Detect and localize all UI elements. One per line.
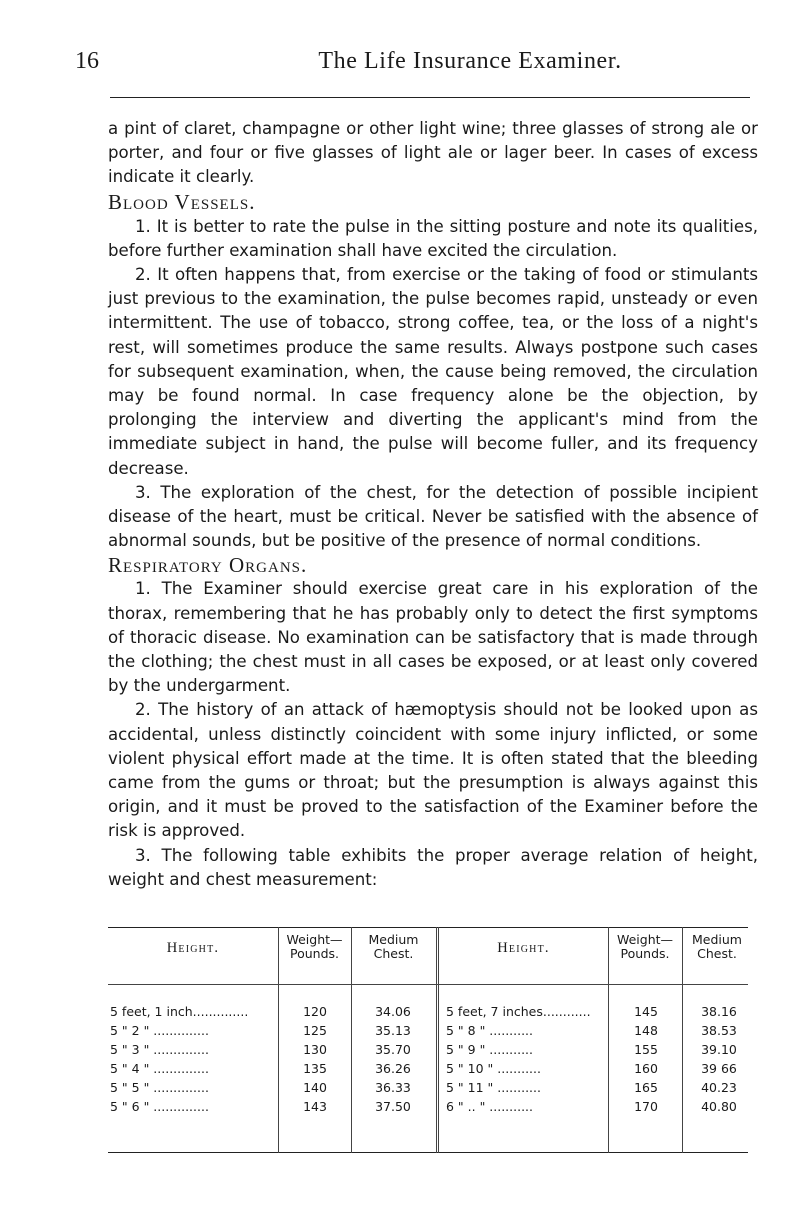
chest-cell: 36.33: [375, 1080, 411, 1095]
chest-cell: 39 66: [701, 1061, 737, 1076]
header-chest-left: Medium Chest.: [368, 932, 419, 961]
header-weight-left: Weight— Pounds.: [286, 932, 343, 961]
respiratory-paragraph-1: 1. The Examiner should exercise great care in his exploration of the thorax, remembering that he has probably only to detect the first symptoms of thoracic disease. No examination can be satisfactory that is made through the clothing; the chest must in all cases be exposed, or at least only covered by the undergarment.: [108, 579, 758, 696]
blood-vessels-paragraph-3: 3. The exploration of the chest, for the detection of possible incipient disease of the heart, must be critical. Never be satisfied with the absence of abnormal sounds, but be positive of the presence of normal conditions.: [108, 482, 758, 551]
weight-cell: 160: [634, 1061, 658, 1076]
height-cell: 5 " 2 " ..............: [110, 1023, 209, 1038]
weight-cell: 170: [634, 1099, 658, 1114]
header-height-left: Height.: [166, 940, 220, 956]
height-cell: 5 " 9 " ...........: [446, 1042, 534, 1057]
respiratory-paragraph-3: 3. The following table exhibits the proper average relation of height, weight and chest measurement:: [108, 845, 758, 889]
chest-cell: 35.70: [375, 1042, 411, 1057]
chest-cell: 36.26: [375, 1061, 411, 1076]
height-cell: 6 " .. " ...........: [446, 1099, 533, 1114]
table-row: [108, 1099, 748, 1116]
height-cell: 5 " 6 " ..............: [110, 1099, 209, 1114]
height-cell: 5 " 11 " ...........: [446, 1080, 541, 1095]
blood-vessels-paragraph-1: 1. It is better to rate the pulse in the sitting posture and note its qualities, before further examination shall have excited the circulation.: [108, 216, 758, 260]
blood-vessels-paragraph-2: 2. It often happens that, from exercise or the taking of food or stimulants just previous to the examination, the pulse becomes rapid, unsteady or even intermittent. The use of tobacco, strong coffee, tea, or the loss of a night's rest, will sometimes produce the same results. Always postpone such cases for subsequent examination, when, the cause being removed, the circulation may be found normal. In case frequency alone be the objection, by prolonging the interview and diverting the applicant's mind from the immediate subject in hand, the pulse will become fuller, and its frequency decrease.: [108, 265, 758, 478]
chest-cell: 38.16: [701, 1004, 737, 1019]
height-cell: 5 " 8 " ...........: [446, 1023, 534, 1038]
table-header-rule: [108, 984, 748, 985]
page-number: 16: [75, 48, 99, 74]
chest-cell: 35.13: [375, 1023, 411, 1038]
intro-paragraph: a pint of claret, champagne or other light wine; three glasses of strong ale or porter, and four or five glasses of light ale or lager beer. In cases of excess indicate it clearly.: [108, 119, 758, 187]
height-weight-chest-table: [108, 927, 748, 1153]
header-weight-right: Weight— Pounds.: [616, 932, 674, 961]
weight-cell: 148: [634, 1023, 658, 1038]
table-top-rule: [108, 927, 748, 928]
body-text: [108, 117, 758, 892]
chest-cell: 40.23: [701, 1080, 737, 1095]
header-rule: [110, 97, 750, 98]
weight-cell: 145: [634, 1004, 658, 1019]
section-title-blood-vessels: Blood Vessels.: [108, 189, 256, 214]
respiratory-paragraph-2: 2. The history of an attack of hæmoptysis should not be looked upon as accidental, unless distinctly coincident with some injury inflicted, or some violent physical effort made at the time. It is often stated that the bleeding came from the gums or throat; but the presumption is always against this origin, and it must be proved to the satisfaction of the Examiner before the risk is approved.: [108, 700, 758, 841]
chest-cell: 38.53: [701, 1023, 737, 1038]
table-row: [108, 1004, 748, 1021]
weight-cell: 130: [303, 1042, 327, 1057]
height-cell: 5 feet, 7 inches............: [446, 1004, 591, 1019]
page-header: [75, 48, 735, 88]
table-row: [108, 1061, 748, 1078]
height-cell: 5 " 3 " ..............: [110, 1042, 209, 1057]
table-row: [108, 1042, 748, 1059]
height-cell: 5 " 10 " ...........: [446, 1061, 541, 1076]
header-height-right: Height.: [497, 940, 550, 956]
header-chest-right: Medium Chest.: [692, 932, 742, 961]
section-title-respiratory-organs: Respiratory Organs.: [108, 553, 308, 578]
table-center-divider: [436, 927, 439, 1153]
weight-cell: 155: [634, 1042, 658, 1057]
weight-cell: 165: [634, 1080, 658, 1095]
chest-cell: 40.80: [701, 1099, 737, 1114]
weight-cell: 143: [303, 1099, 327, 1114]
height-cell: 5 feet, 1 inch..............: [110, 1004, 249, 1019]
height-cell: 5 " 4 " ..............: [110, 1061, 209, 1076]
table-row: [108, 1080, 748, 1097]
weight-cell: 125: [303, 1023, 327, 1038]
table-bottom-rule: [108, 1152, 748, 1153]
chest-cell: 34.06: [375, 1004, 411, 1019]
table-row: [108, 1023, 748, 1040]
weight-cell: 140: [303, 1080, 327, 1095]
chest-cell: 37.50: [375, 1099, 411, 1114]
height-cell: 5 " 5 " ..............: [110, 1080, 209, 1095]
running-title: The Life Insurance Examiner.: [318, 48, 622, 74]
weight-cell: 120: [303, 1004, 327, 1019]
weight-cell: 135: [303, 1061, 327, 1076]
chest-cell: 39.10: [701, 1042, 737, 1057]
